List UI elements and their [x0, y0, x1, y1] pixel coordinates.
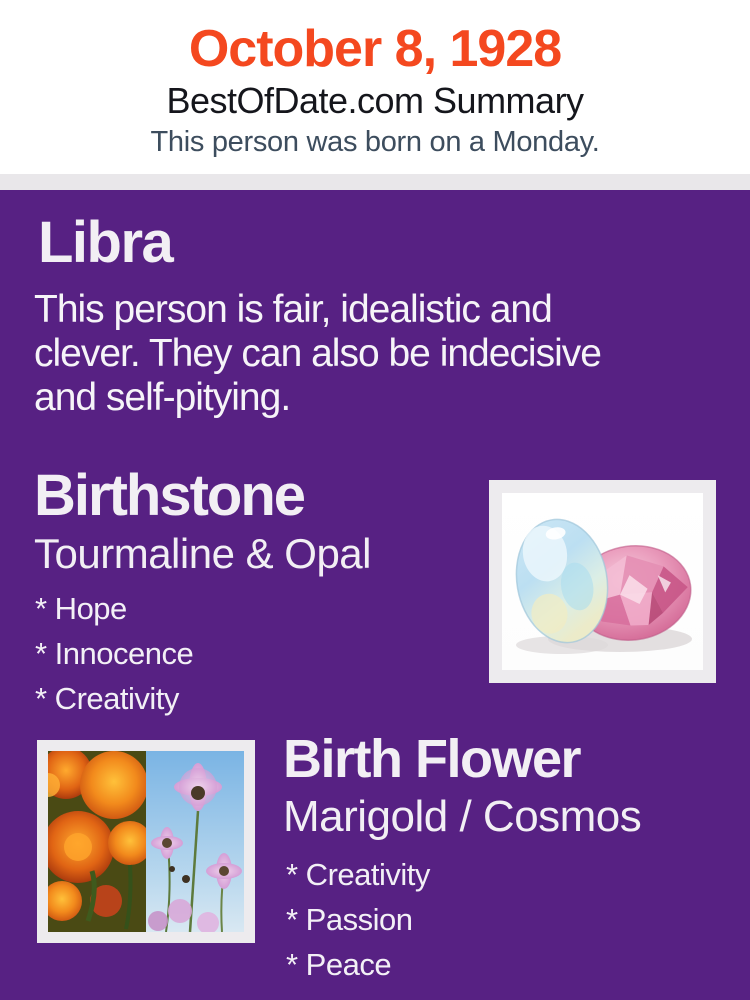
birthstone-names: Tourmaline & Opal	[34, 530, 371, 577]
marigold-cosmos-illustration	[48, 751, 244, 932]
opal-tourmaline-illustration	[502, 493, 703, 670]
header	[0, 0, 750, 174]
birthstone-trait-list	[35, 586, 193, 721]
birth-flower-trait: * Peace	[286, 947, 392, 982]
birth-flower-trait-list	[286, 852, 430, 987]
birth-flower-image	[37, 740, 255, 943]
birthstone-trait: * Hope	[35, 591, 127, 626]
day-of-week-note: This person was born on a Monday.	[150, 126, 600, 159]
birthstone-trait: * Creativity	[35, 681, 179, 716]
birthstone-trait: * Innocence	[35, 636, 194, 671]
birthstone-heading: Birthstone	[34, 463, 304, 528]
birth-flower-trait: * Passion	[286, 902, 413, 937]
birth-flower-names: Marigold / Cosmos	[283, 792, 642, 841]
date-title: October 8, 1928	[188, 20, 562, 78]
birthstone-image	[489, 480, 716, 683]
birth-flower-trait: * Creativity	[286, 857, 430, 892]
details-section	[0, 190, 750, 1000]
site-subtitle: BestOfDate.com Summary	[166, 79, 584, 121]
birth-flower-heading: Birth Flower	[283, 729, 581, 789]
divider-bar	[0, 174, 750, 190]
zodiac-description: This person is fair, idealistic and clever. They can also be indecisive and self-pitying.	[34, 288, 601, 419]
zodiac-sign-heading: Libra	[38, 210, 173, 275]
